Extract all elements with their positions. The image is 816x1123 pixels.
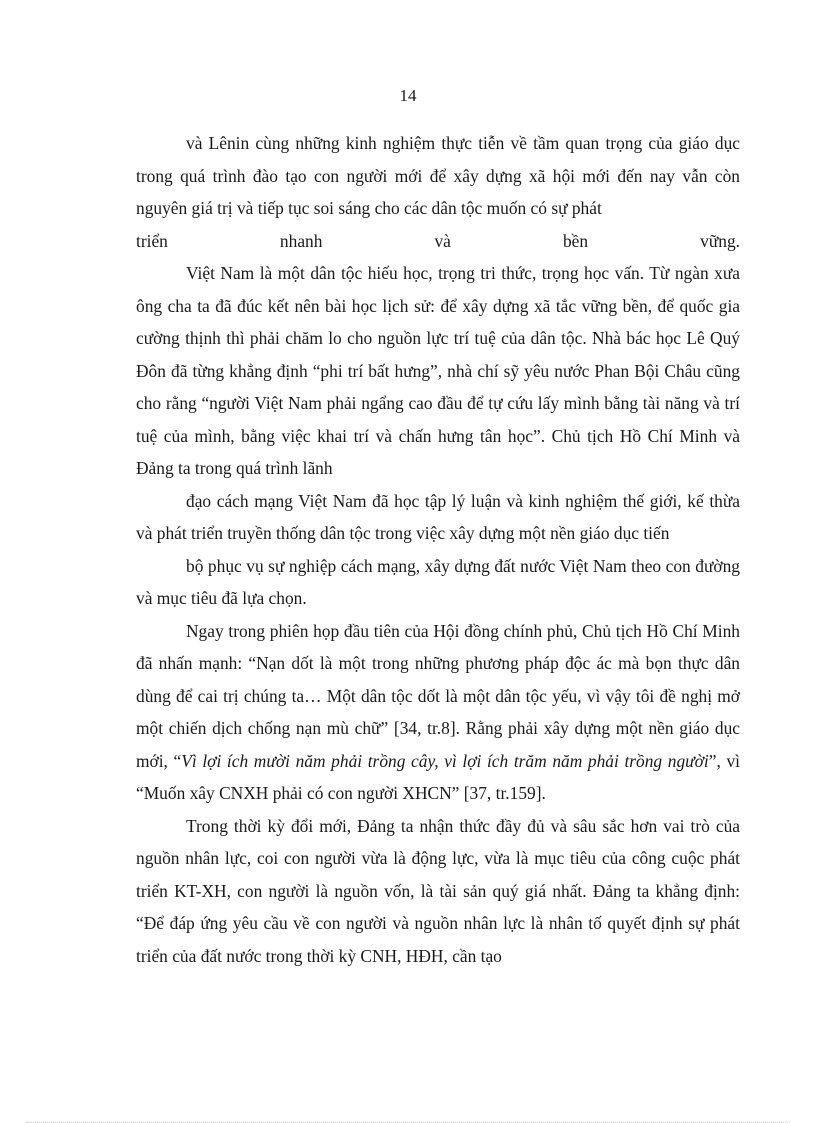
word: bền xyxy=(562,230,589,251)
word: vững. xyxy=(700,230,740,251)
paragraph-1-last-line xyxy=(136,225,740,258)
paragraph-2: Việt Nam là một dân tộc hiếu học, trọng tri thức, trọng học vấn. Từ ngàn xưa ông cha ta đã đúc kết nên bài học lịch sử: để xây dựng xã tắc vững bền, để quốc gia cường thịnh thì phải chăm lo cho nguồn lực trí tuệ của dân tộc. Nhà bác học Lê Quý Đôn đã từng khẳng định “phi trí bất hưng”, nhà chí sỹ yêu nước Phan Bội Châu cũng cho rằng “người Việt Nam phải ngẩng cao đầu để tự cứu lấy mình bằng tài năng và trí tuệ của mình, bằng việc khai trí và chấn hưng tân học”. Chủ tịch Hồ Chí Minh và Đảng ta trong quá trình lãnh xyxy=(136,263,740,478)
paragraph-5-quote: Vì lợi ích mười năm phải trồng cây, vì lợi ích trăm năm phải trồng người xyxy=(181,750,709,771)
paragraph-4: bộ phục vụ sự nghiệp cách mạng, xây dựng đất nước Việt Nam theo con đường và mục tiêu đã lựa chọn. xyxy=(136,555,740,608)
word: triển xyxy=(136,230,168,251)
paragraph-1: và Lênin cùng những kinh nghiệm thực tiễn về tầm quan trọng của giáo dục trong quá trình đào tạo con người mới để xây dựng xã hội mới đến nay vẫn còn nguyên giá trị và tiếp tục soi sáng cho các dân tộc muốn có sự phát xyxy=(136,133,740,218)
paragraph-5-text-a: Ngay trong phiên họp đầu tiên của Hội đồng chính phủ, Chủ tịch Hồ Chí Minh đã nhấn mạnh: “Nạn dốt là một trong những phương pháp độc ác mà bọn thực dân dùng để cai trị chúng ta… Một dân tộc dốt là một dân tộc yếu, vì vậy tôi đề nghị mở một chiến dịch chống nạn mù chữ” [34, tr.8]. Rằng phải xây dựng một nền giáo dục mới, “ xyxy=(136,620,740,771)
page-number: 14 xyxy=(399,86,417,105)
paragraph-3: đạo cách mạng Việt Nam đã học tập lý luận và kinh nghiệm thế giới, kế thừa và phát triển truyền thống dân tộc trong việc xây dựng một nền giáo dục tiến xyxy=(136,490,740,543)
paragraph-5-text-b: ”, vì “Muốn xây CNXH phải có con người XHCN” [37, tr.159]. xyxy=(136,750,740,803)
paragraph-6: Trong thời kỳ đổi mới, Đảng ta nhận thức đầy đủ và sâu sắc hơn vai trò của nguồn nhân lực, coi con người vừa là động lực, vừa là mục tiêu của công cuộc phát triển KT-XH, con người là nguồn vốn, là tài sản quý giá nhất. Đảng ta khẳng định: “Để đáp ứng yêu cầu về con người và nguồn nhân lực là nhân tố quyết định sự phát triển của đất nước trong thời kỳ CNH, HĐH, cần tạo xyxy=(136,815,740,966)
document-body xyxy=(136,127,740,972)
word: và xyxy=(434,230,451,251)
word: nhanh xyxy=(279,230,323,251)
paragraph-5 xyxy=(136,615,740,810)
